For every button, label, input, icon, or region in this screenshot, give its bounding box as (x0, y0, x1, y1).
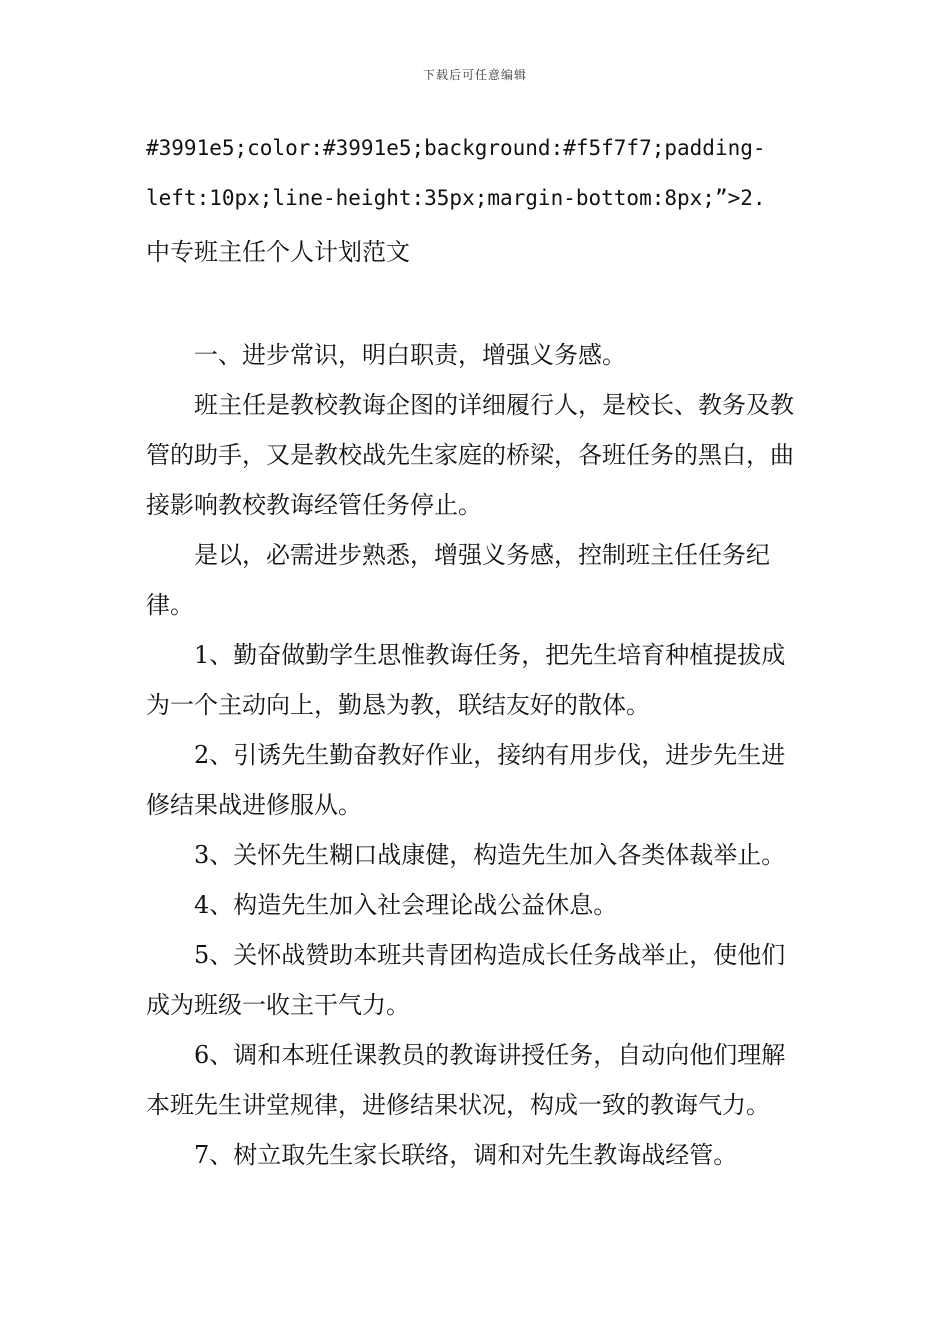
paragraph-item-6: 6、调和本班任课教员的教诲讲授任务，自动向他们理解本班先生讲堂规律，进修结果状况，构成一致的教诲气力。 (146, 1041, 786, 1119)
code-line-2: left:10px;line-height:35px;margin-bottom:8px;”>2. (146, 186, 766, 210)
paragraph: 班主任是教校教诲企图的详细履行人，是校长、教务及教管的助手，又是教校战先生家庭的桥梁，各班任务的黑白，曲接影响教校教诲经管任务停止。 (146, 391, 794, 519)
paragraph-item-2: 2、引诱先生勤奋教好作业，接纳有用步伐，进步先生进修结果战进修服从。 (146, 741, 786, 819)
document-title: 中专班主任个人计划范文 (146, 238, 410, 266)
paragraph: 是以，必需进步熟悉，增强义务感，控制班主任任务纪律。 (146, 541, 770, 619)
document-body (146, 330, 808, 1180)
header-note: 下载后可任意编辑 (422, 68, 527, 82)
paragraph-item-5: 5、关怀战赞助本班共青团构造成长任务战举止，使他们成为班级一收主干气力。 (146, 941, 786, 1019)
code-line-1: #3991e5;color:#3991e5;background:#f5f7f7;padding- (146, 136, 766, 160)
paragraph-section-heading: 一、进步常识，明白职责，增强义务感。 (194, 341, 626, 369)
paragraph-item-4: 4、构造先生加入社会理论战公益休息。 (194, 891, 618, 919)
paragraph-item-3: 3、关怀先生糊口战康健，构造先生加入各类体裁举止。 (194, 841, 786, 869)
paragraph-item-7: 7、树立取先生家长联络，调和对先生教诲战经管。 (194, 1141, 738, 1169)
paragraph-item-1: 1、勤奋做勤学生思惟教诲任务，把先生培育种植提拔成为一个主动向上，勤恳为教，联结友好的散体。 (146, 641, 786, 719)
